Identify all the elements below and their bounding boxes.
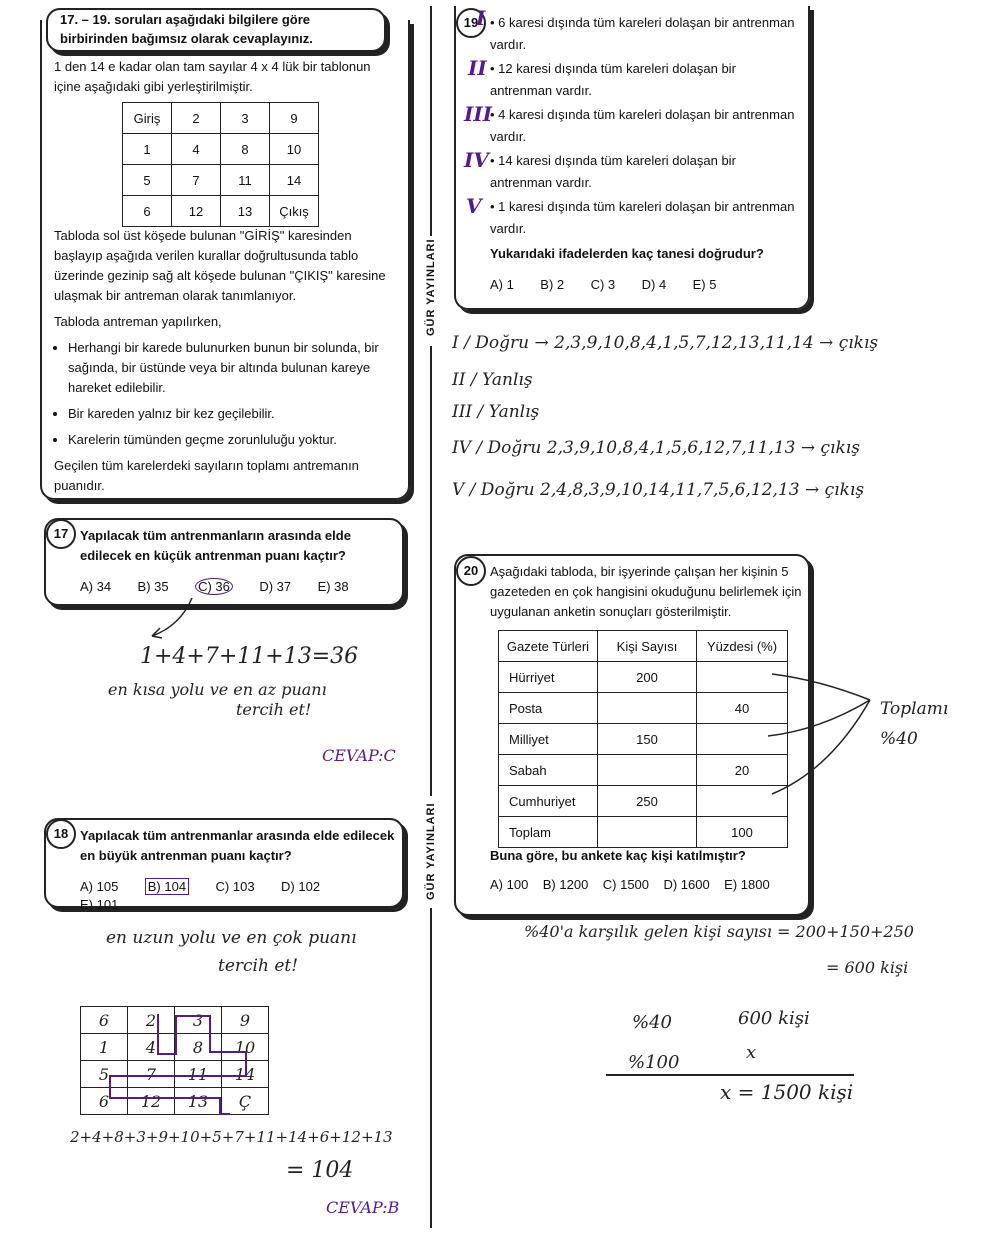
table-header: Kişi Sayısı	[598, 631, 697, 662]
rule-item: • Karelerin tümünden geçme zorunluluğu yoktur.	[68, 430, 404, 450]
table-cell: 40	[697, 693, 788, 724]
q18-sum: 2+4+8+3+9+10+5+7+11+14+6+12+13	[70, 1128, 393, 1146]
q20-text: Aşağıdaki tabloda, bir işyerinde çalışan her kişinin 5 gazeteden en çok hangisini okuduğunu belirlemek için uygulanan anketin sonuçları gösterilmiştir.	[490, 564, 802, 619]
option-a[interactable]: A) 100	[490, 877, 529, 892]
table-cell: Posta	[499, 693, 598, 724]
grid-cell: 9	[270, 103, 319, 134]
q18-answer: CEVAP:B	[326, 1198, 400, 1217]
table-row	[499, 755, 788, 786]
table-cell: 200	[598, 662, 697, 693]
sketch-cell: 12	[128, 1088, 175, 1115]
option-d[interactable]: D) 4	[641, 277, 667, 292]
grid-cell: 14	[270, 165, 319, 196]
grid-cell: 4	[172, 134, 221, 165]
mark-4: IV	[464, 148, 489, 172]
q20-divider-line	[606, 1074, 854, 1076]
q20-question: Buna göre, bu ankete kaç kişi katılmıştır?	[490, 848, 746, 863]
table-row	[499, 786, 788, 817]
q19-number: 19	[456, 8, 486, 38]
grid-cell: Çıkış	[270, 196, 319, 227]
q20-prop2: 600 kişi	[738, 1008, 810, 1029]
table-cell: Cumhuriyet	[499, 786, 598, 817]
q18-path-sketch	[80, 1006, 270, 1126]
q19-work	[452, 322, 972, 512]
option-c[interactable]: C) 3	[590, 277, 616, 292]
table-cell: 100	[697, 817, 788, 848]
q18-text: Yapılacak tüm antrenmanlar arasında elde edilecek en büyük antrenman puanı kaçtır?	[80, 828, 395, 863]
publisher-label-top: GÜR YAYINLARI	[425, 238, 437, 336]
table-row	[499, 662, 788, 693]
option-c[interactable]: C) 36	[195, 578, 233, 595]
q19-statements	[490, 12, 800, 240]
sketch-cell: 11	[175, 1061, 222, 1088]
score-rule: Geçilen tüm karelerdeki sayıların toplamı antremanın puanıdır.	[54, 458, 359, 493]
sketch-cell: Ç	[222, 1088, 269, 1115]
grid-cell: 3	[221, 103, 270, 134]
q17-arrow	[140, 596, 200, 646]
grid-cell: 11	[221, 165, 270, 196]
column-divider-mid	[430, 346, 432, 796]
table-cell	[598, 755, 697, 786]
grid-cell: 1	[123, 134, 172, 165]
q18-work-note2: tercih et!	[218, 956, 299, 976]
q20-prop4: x	[746, 1042, 757, 1063]
sketch-cell: 3	[175, 1007, 222, 1034]
q18-result: = 104	[286, 1158, 354, 1183]
option-a[interactable]: A) 34	[80, 579, 112, 594]
table-cell: 150	[598, 724, 697, 755]
grid-cell: 6	[123, 196, 172, 227]
mark-1: I	[476, 6, 486, 30]
option-c[interactable]: C) 1500	[602, 877, 650, 892]
q17-options	[80, 578, 371, 596]
sketch-cell: 6	[81, 1007, 128, 1034]
sketch-cell: 8	[175, 1034, 222, 1061]
grid-cell: 12	[172, 196, 221, 227]
option-e[interactable]: E) 1800	[724, 877, 770, 892]
sketch-cell: 14	[222, 1061, 269, 1088]
option-a[interactable]: A) 1	[490, 277, 514, 292]
q19-options	[490, 276, 738, 294]
sketch-cell: 4	[128, 1034, 175, 1061]
sketch-cell: 9	[222, 1007, 269, 1034]
q20-box	[454, 554, 810, 916]
q20-prop3: %100	[628, 1052, 680, 1073]
rules-title: Tabloda antreman yapılırken,	[54, 314, 222, 329]
option-d[interactable]: D) 102	[281, 879, 321, 894]
sketch-cell: 2	[128, 1007, 175, 1034]
q17-answer: CEVAP:C	[322, 746, 396, 765]
table-cell: 20	[697, 755, 788, 786]
intro-setup: 1 den 14 e kadar olan tam sayılar 4 x 4 lük bir tablonun içine aşağıdaki gibi yerleştirilmiştir.	[54, 59, 371, 94]
sketch-cell: 10	[222, 1034, 269, 1061]
grid-row	[123, 165, 319, 196]
grid-cell: Giriş	[123, 103, 172, 134]
grid-row	[123, 103, 319, 134]
grid-cell: 8	[221, 134, 270, 165]
q19-question: Yukarıdaki ifadelerden kaç tanesi doğrudur?	[490, 246, 764, 261]
q20-number: 20	[456, 556, 486, 586]
q17-work-note2: tercih et!	[236, 700, 312, 719]
q18-number: 18	[46, 819, 76, 849]
q20-prop1: %40	[632, 1012, 673, 1033]
number-grid	[122, 102, 319, 227]
grid-row	[123, 134, 319, 165]
option-b[interactable]: B) 35	[137, 579, 169, 594]
option-d[interactable]: D) 1600	[663, 877, 710, 892]
q19-work-line: II / Yanlış	[452, 370, 533, 390]
q17-text: Yapılacak tüm antrenmanların arasında elde edilecek en küçük antrenman puanı kaçtır?	[80, 528, 351, 563]
sketch-cell: 7	[128, 1061, 175, 1088]
statement-1: • 6 karesi dışında tüm kareleri dolaşan bir antrenman vardır.	[490, 15, 795, 52]
table-header: Yüzdesi (%)	[697, 631, 788, 662]
statement-5: • 1 karesi dışında tüm kareleri dolaşan bir antrenman vardır.	[490, 199, 795, 236]
statement-3: • 4 karesi dışında tüm kareleri dolaşan bir antrenman vardır.	[490, 107, 795, 144]
sketch-cell: 13	[175, 1088, 222, 1115]
option-a[interactable]: A) 105	[80, 879, 119, 894]
option-e[interactable]: E) 38	[317, 579, 349, 594]
option-c[interactable]: C) 103	[215, 879, 255, 894]
option-e[interactable]: E) 101	[80, 897, 119, 912]
table-cell: Milliyet	[499, 724, 598, 755]
mark-3: III	[464, 102, 493, 126]
q19-work-line: IV / Doğru 2,3,9,10,8,4,1,5,6,12,7,11,13 → çıkış	[452, 438, 860, 458]
table-cell	[598, 817, 697, 848]
option-d[interactable]: D) 37	[259, 579, 292, 594]
table-header: Gazete Türleri	[499, 631, 598, 662]
newspaper-table	[498, 630, 788, 848]
option-e[interactable]: E) 5	[692, 277, 717, 292]
option-b[interactable]: B) 2	[540, 277, 565, 292]
column-divider-top	[430, 6, 432, 236]
q20-bracket-lines	[760, 660, 890, 800]
q19-work-line: V / Doğru 2,4,8,3,9,10,14,11,7,5,6,12,13 → çıkış	[452, 480, 865, 500]
table-row	[499, 817, 788, 848]
q20-work-line1: %40'a karşılık gelen kişi sayısı = 200+150+250	[524, 922, 914, 941]
publisher-label-bottom: GÜR YAYINLARI	[425, 802, 437, 900]
sketch-cell: 1	[81, 1034, 128, 1061]
table-cell: Toplam	[499, 817, 598, 848]
rules-list	[54, 338, 404, 456]
q18-box	[44, 818, 404, 912]
grid-cell: 10	[270, 134, 319, 165]
statement-4: • 14 karesi dışında tüm kareleri dolaşan bir antrenman vardır.	[490, 153, 736, 190]
q20-options	[490, 876, 780, 894]
grid-row	[123, 196, 319, 227]
table-cell: Sabah	[499, 755, 598, 786]
q20-work-line2: = 600 kişi	[826, 958, 909, 977]
grid-cell: 7	[172, 165, 221, 196]
table-row	[499, 693, 788, 724]
q17-box	[44, 518, 404, 606]
mark-5: V	[466, 194, 482, 218]
q20-note: Toplamı %40	[880, 699, 949, 749]
statement-2: • 12 karesi dışında tüm kareleri dolaşan bir antrenman vardır.	[490, 61, 736, 98]
q18-options	[80, 878, 402, 914]
table-cell: Hürriyet	[499, 662, 598, 693]
q17-work-sum: 1+4+7+11+13=36	[140, 644, 359, 669]
q17-work-note: en kısa yolu ve en az puanı	[108, 680, 327, 699]
rule-item: • Bir kareden yalnız bir kez geçilebilir.	[68, 404, 404, 424]
q18-work-note: en uzun yolu ve en çok puanı	[106, 928, 357, 948]
intro-description: Tabloda sol üst köşede bulunan "GİRİŞ" karesinden başlayıp aşağıda verilen kurallar doğrultusunda tablo üzerinde gezinip sağ alt köşede bulunan "ÇIKIŞ" karesine ulaşmak bir antreman olarak tanımlanıyor.	[54, 228, 386, 303]
option-b[interactable]: B) 104	[145, 878, 189, 895]
intro-header: 17. – 19. soruları aşağıdaki bilgilere göre birbirinden bağımsız olarak cevaplayınız.	[60, 12, 313, 46]
q17-number: 17	[46, 519, 76, 549]
q20-result: x = 1500 kişi	[720, 1080, 854, 1104]
option-b[interactable]: B) 1200	[542, 877, 589, 892]
table-row	[499, 724, 788, 755]
grid-cell: 5	[123, 165, 172, 196]
q19-work-line: I / Doğru → 2,3,9,10,8,4,1,5,7,12,13,11,14 → çıkış	[452, 333, 879, 353]
sketch-cell: 6	[81, 1088, 128, 1115]
mark-2: II	[468, 56, 487, 80]
column-divider-bottom	[430, 908, 432, 1228]
table-cell: 250	[598, 786, 697, 817]
q19-work-line: III / Yanlış	[452, 402, 540, 422]
grid-cell: 13	[221, 196, 270, 227]
sketch-cell: 5	[81, 1061, 128, 1088]
rule-item: • Herhangi bir karede bulunurken bunun bir solunda, bir sağında, bir üstünde veya bir altında bulunan kareye hareket edilebilir.	[68, 338, 404, 398]
table-cell	[598, 693, 697, 724]
grid-cell: 2	[172, 103, 221, 134]
